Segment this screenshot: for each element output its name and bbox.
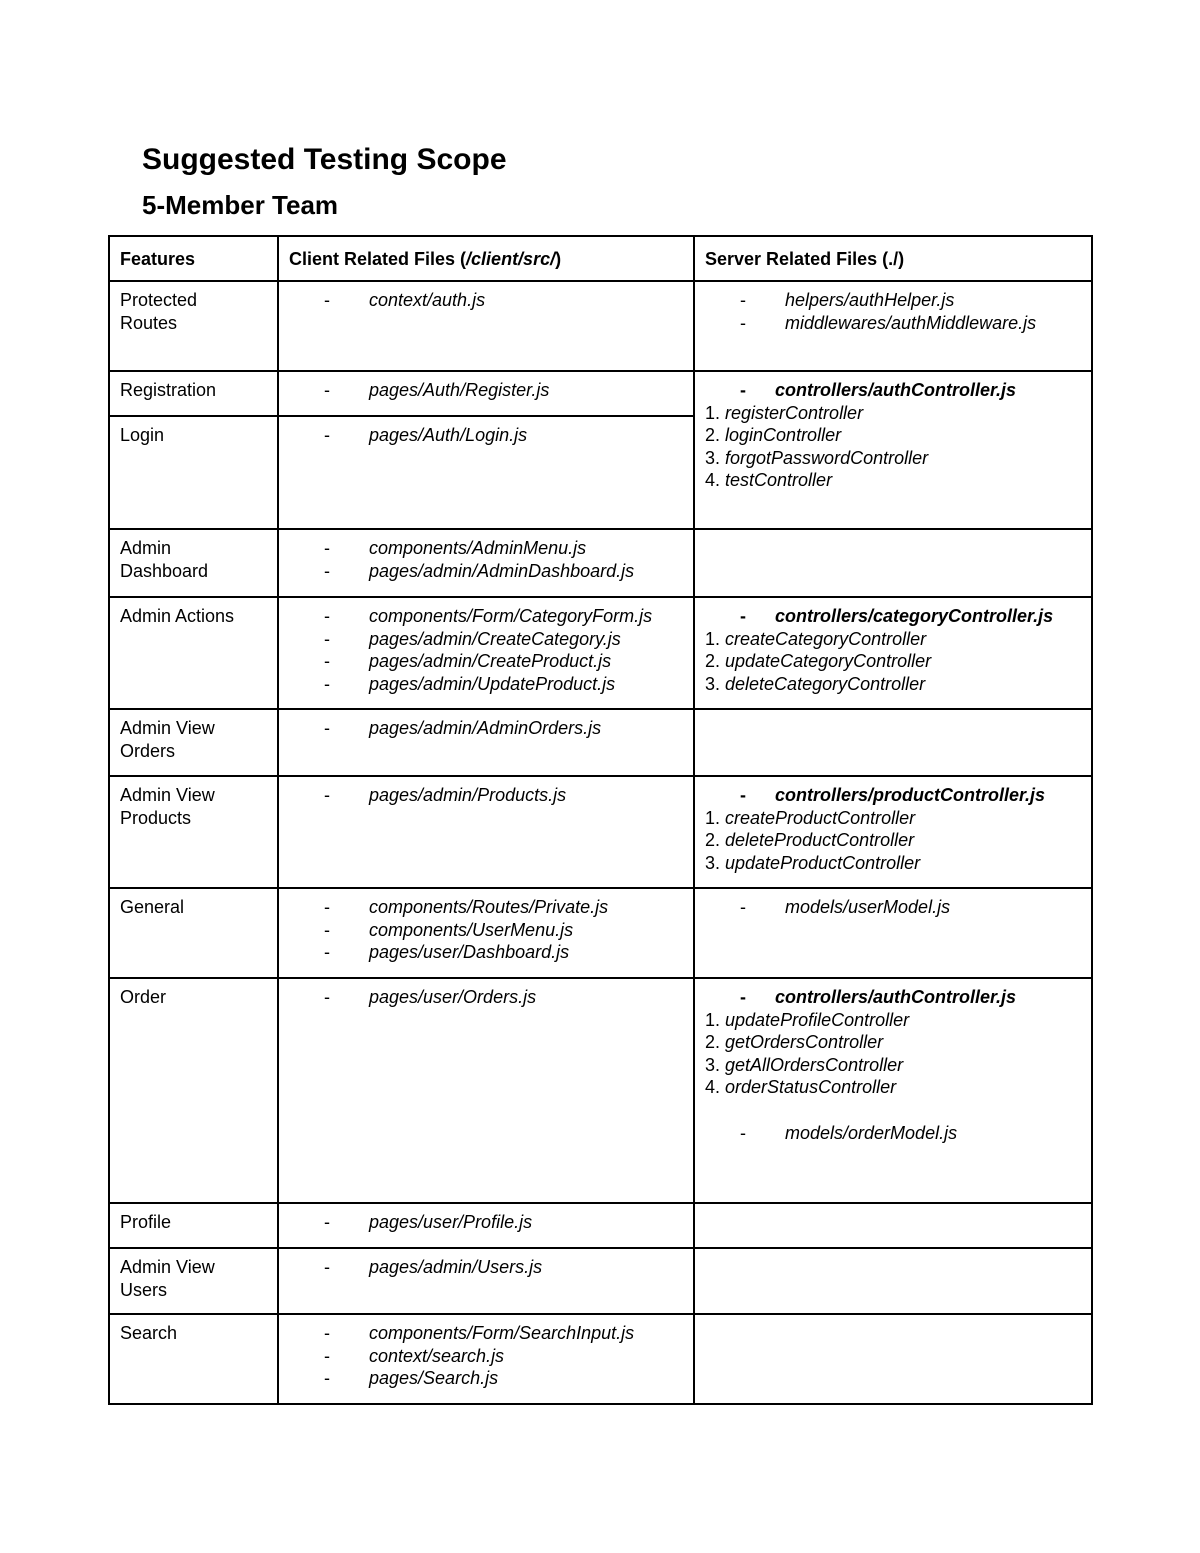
function-name: createProductController: [725, 807, 916, 828]
function-name: getOrdersController: [725, 1032, 884, 1053]
client-files-cell: [278, 281, 694, 371]
file-item: [289, 784, 684, 807]
file-item: [289, 537, 684, 560]
controller-file: [705, 784, 1082, 807]
header-client-suffix: ): [555, 249, 562, 269]
file-list: [705, 896, 1082, 919]
file-list: [289, 424, 684, 447]
table-row: [109, 529, 1092, 597]
file-list: [289, 379, 684, 402]
server-files-cell: [694, 776, 1092, 888]
client-files-cell: [278, 529, 694, 597]
client-files-cell: [278, 1248, 694, 1314]
server-files-cell: [694, 371, 1092, 529]
file-path: middlewares/authMiddleware.js: [785, 312, 1037, 333]
file-item: [289, 605, 684, 628]
file-list: [289, 605, 684, 695]
dash-bullet: -: [324, 987, 330, 1007]
feature-name: Admin View Users: [120, 1257, 215, 1300]
file-item: [289, 289, 684, 312]
controller-function: [705, 829, 1082, 852]
feature-cell: [109, 371, 278, 416]
file-list: [705, 289, 1082, 334]
file-item: [289, 1367, 684, 1390]
controller-function-list: [705, 402, 1082, 492]
table-row: [109, 776, 1092, 888]
dash-bullet: -: [324, 651, 330, 672]
function-name: loginController: [725, 425, 842, 446]
file-item: [289, 1322, 684, 1345]
feature-name: Admin Actions: [120, 606, 235, 626]
file-list: [289, 986, 684, 1009]
client-files-cell: [278, 709, 694, 776]
controller-file: [705, 379, 1082, 402]
file-item: [705, 896, 1082, 919]
file-path: pages/admin/AdminOrders.js: [369, 718, 602, 738]
controller-file: [705, 605, 1082, 628]
dash-bullet: -: [740, 312, 746, 333]
file-path: helpers/authHelper.js: [785, 290, 955, 310]
table-row: [109, 709, 1092, 776]
client-files-cell: [278, 1314, 694, 1404]
function-number: 3.: [705, 1054, 726, 1075]
dash-bullet: -: [324, 718, 330, 738]
controller-function-list: [705, 628, 1082, 696]
spacer: [705, 1099, 1082, 1122]
page-title: Suggested Testing Scope: [142, 143, 507, 176]
dash-bullet: -: [324, 538, 330, 558]
file-list: [289, 1322, 684, 1390]
file-path: components/AdminMenu.js: [369, 538, 587, 558]
function-number: 2.: [705, 425, 726, 446]
function-name: updateCategoryController: [725, 651, 932, 672]
server-files-cell: [694, 1203, 1092, 1248]
dash-bullet: -: [324, 628, 330, 649]
function-number: 3.: [705, 673, 726, 694]
controller-function: [705, 469, 1082, 492]
file-item: [705, 289, 1082, 312]
dash-bullet: -: [324, 942, 330, 963]
header-client-files: [278, 236, 694, 281]
function-number: 4.: [705, 1077, 726, 1098]
function-number: 1.: [705, 402, 726, 423]
controller-function: [705, 807, 1082, 830]
function-name: updateProfileController: [725, 1009, 910, 1030]
dash-bullet: -: [324, 290, 330, 310]
dash-bullet: -: [740, 1122, 746, 1143]
feature-name: General: [120, 897, 185, 917]
dash-bullet: -: [324, 1345, 330, 1366]
file-list: [289, 537, 684, 582]
dash-bullet: -: [740, 606, 746, 626]
file-item: [289, 673, 684, 696]
controller-file: [705, 986, 1082, 1009]
header-server-files: Server Related Files (./): [694, 236, 1092, 281]
dash-bullet: -: [324, 785, 330, 805]
function-number: 2.: [705, 651, 726, 672]
function-number: 1.: [705, 807, 726, 828]
function-name: deleteCategoryController: [725, 673, 926, 694]
feature-cell: [109, 281, 278, 371]
function-name: testController: [725, 470, 833, 491]
controller-function-list: [705, 807, 1082, 875]
feature-name: Registration: [120, 380, 217, 400]
feature-cell: [109, 888, 278, 978]
table-row: [109, 888, 1092, 978]
table-row: [109, 597, 1092, 709]
feature-cell: [109, 1314, 278, 1404]
controller-function: [705, 628, 1082, 651]
table-body: [109, 281, 1092, 1404]
header-client-prefix: Client Related Files (: [289, 249, 467, 269]
file-path: pages/Search.js: [369, 1368, 499, 1389]
client-files-cell: [278, 597, 694, 709]
file-list: [289, 1211, 684, 1234]
controller-file-name: controllers/authController.js: [775, 987, 1017, 1007]
file-path: pages/user/Orders.js: [369, 987, 537, 1007]
file-path: pages/Auth/Login.js: [369, 425, 528, 445]
feature-name: Protected Routes: [120, 290, 198, 333]
function-number: 2.: [705, 1032, 726, 1053]
file-item: [289, 1345, 684, 1368]
controller-function: [705, 1009, 1082, 1032]
controller-function: [705, 424, 1082, 447]
file-path: context/search.js: [369, 1345, 505, 1366]
server-files-cell: [694, 281, 1092, 371]
feature-cell: [109, 1203, 278, 1248]
table-header-row: [109, 236, 1092, 281]
table-row: [109, 281, 1092, 371]
function-number: 3.: [705, 447, 726, 468]
feature-name: Profile: [120, 1212, 172, 1232]
controller-function-list: [705, 1009, 1082, 1099]
dash-bullet: -: [740, 290, 746, 310]
table-row: [109, 1314, 1092, 1404]
dash-bullet: -: [324, 560, 330, 581]
feature-cell: [109, 597, 278, 709]
table-row: [109, 1203, 1092, 1248]
controller-function: [705, 852, 1082, 875]
file-list: [705, 1122, 1082, 1145]
client-files-cell: [278, 776, 694, 888]
controller-function: [705, 447, 1082, 470]
file-list: [289, 1256, 684, 1279]
file-path: pages/admin/CreateProduct.js: [369, 651, 612, 672]
file-item: [289, 424, 684, 447]
feature-name: Admin View Orders: [120, 718, 215, 761]
dash-bullet: -: [324, 380, 330, 400]
dash-bullet: -: [740, 380, 746, 400]
file-item: [289, 717, 684, 740]
server-files-cell: [694, 597, 1092, 709]
file-list: [289, 784, 684, 807]
file-path: components/Routes/Private.js: [369, 897, 609, 917]
controller-file-name: controllers/categoryController.js: [775, 606, 1054, 626]
file-path: models/orderModel.js: [785, 1122, 958, 1143]
table-row: [109, 978, 1092, 1203]
feature-name: Search: [120, 1323, 178, 1343]
feature-name: Order: [120, 987, 167, 1007]
controller-function: [705, 650, 1082, 673]
dash-bullet: -: [324, 425, 330, 445]
file-path: pages/admin/CreateCategory.js: [369, 628, 621, 649]
file-path: pages/Auth/Register.js: [369, 380, 550, 400]
client-files-cell: [278, 371, 694, 416]
client-files-cell: [278, 416, 694, 529]
function-name: updateProductController: [725, 852, 921, 873]
function-name: deleteProductController: [725, 830, 915, 851]
file-item: [289, 1256, 684, 1279]
file-list: [289, 289, 684, 312]
file-path: pages/user/Profile.js: [369, 1212, 533, 1232]
file-path: pages/admin/UpdateProduct.js: [369, 673, 616, 694]
client-files-cell: [278, 978, 694, 1203]
controller-function: [705, 673, 1082, 696]
file-path: pages/admin/AdminDashboard.js: [369, 560, 635, 581]
dash-bullet: -: [740, 987, 746, 1007]
file-path: pages/admin/Users.js: [369, 1257, 543, 1277]
file-item: [289, 1211, 684, 1234]
server-files-cell: [694, 1314, 1092, 1404]
server-files-cell: [694, 529, 1092, 597]
function-name: getAllOrdersController: [725, 1054, 904, 1075]
feature-cell: [109, 1248, 278, 1314]
controller-function: [705, 1054, 1082, 1077]
page-subtitle: 5-Member Team: [142, 190, 339, 220]
feature-cell: [109, 529, 278, 597]
function-number: 2.: [705, 830, 726, 851]
file-item: [289, 628, 684, 651]
file-path: components/UserMenu.js: [369, 919, 574, 940]
server-files-cell: [694, 709, 1092, 776]
dash-bullet: -: [740, 785, 746, 805]
file-item: [289, 941, 684, 964]
dash-bullet: -: [740, 897, 746, 917]
dash-bullet: -: [324, 1257, 330, 1277]
header-client-path: /client/src/: [466, 249, 556, 269]
file-list: [289, 717, 684, 740]
file-path: pages/admin/Products.js: [369, 785, 567, 805]
function-number: 3.: [705, 852, 726, 873]
function-number: 4.: [705, 470, 726, 491]
feature-cell: [109, 709, 278, 776]
file-path: components/Form/SearchInput.js: [369, 1323, 635, 1343]
function-name: registerController: [725, 402, 864, 423]
table-row: [109, 371, 1092, 416]
controller-function: [705, 1031, 1082, 1054]
client-files-cell: [278, 888, 694, 978]
function-name: orderStatusController: [725, 1077, 897, 1098]
controller-function: [705, 1076, 1082, 1099]
feature-cell: [109, 416, 278, 529]
controller-function: [705, 402, 1082, 425]
file-item: [289, 986, 684, 1009]
header-features: Features: [109, 236, 278, 281]
dash-bullet: -: [324, 919, 330, 940]
server-files-cell: [694, 1248, 1092, 1314]
dash-bullet: -: [324, 897, 330, 917]
file-path: pages/user/Dashboard.js: [369, 942, 570, 963]
feature-name: Admin Dashboard: [120, 538, 209, 581]
file-list: [289, 896, 684, 964]
feature-cell: [109, 978, 278, 1203]
feature-name: Login: [120, 425, 165, 445]
dash-bullet: -: [324, 606, 330, 626]
file-item: [289, 919, 684, 942]
file-item: [289, 560, 684, 583]
function-name: createCategoryController: [725, 628, 927, 649]
server-files-cell: [694, 978, 1092, 1203]
controller-file-name: controllers/productController.js: [775, 785, 1046, 805]
function-number: 1.: [705, 1009, 726, 1030]
feature-name: Admin View Products: [120, 785, 215, 828]
file-item: [289, 379, 684, 402]
file-item: [289, 650, 684, 673]
client-files-cell: [278, 1203, 694, 1248]
file-path: context/auth.js: [369, 290, 486, 310]
file-item: [289, 896, 684, 919]
dash-bullet: -: [324, 673, 330, 694]
table-row: [109, 1248, 1092, 1314]
function-number: 1.: [705, 628, 726, 649]
file-path: models/userModel.js: [785, 897, 951, 917]
dash-bullet: -: [324, 1368, 330, 1389]
controller-file-name: controllers/authController.js: [775, 380, 1017, 400]
server-files-cell: [694, 888, 1092, 978]
file-path: components/Form/CategoryForm.js: [369, 606, 653, 626]
function-name: forgotPasswordController: [725, 447, 929, 468]
feature-cell: [109, 776, 278, 888]
dash-bullet: -: [324, 1212, 330, 1232]
dash-bullet: -: [324, 1323, 330, 1343]
file-item: [705, 312, 1082, 335]
file-item: [705, 1122, 1082, 1145]
testing-scope-table: [108, 235, 1093, 1405]
